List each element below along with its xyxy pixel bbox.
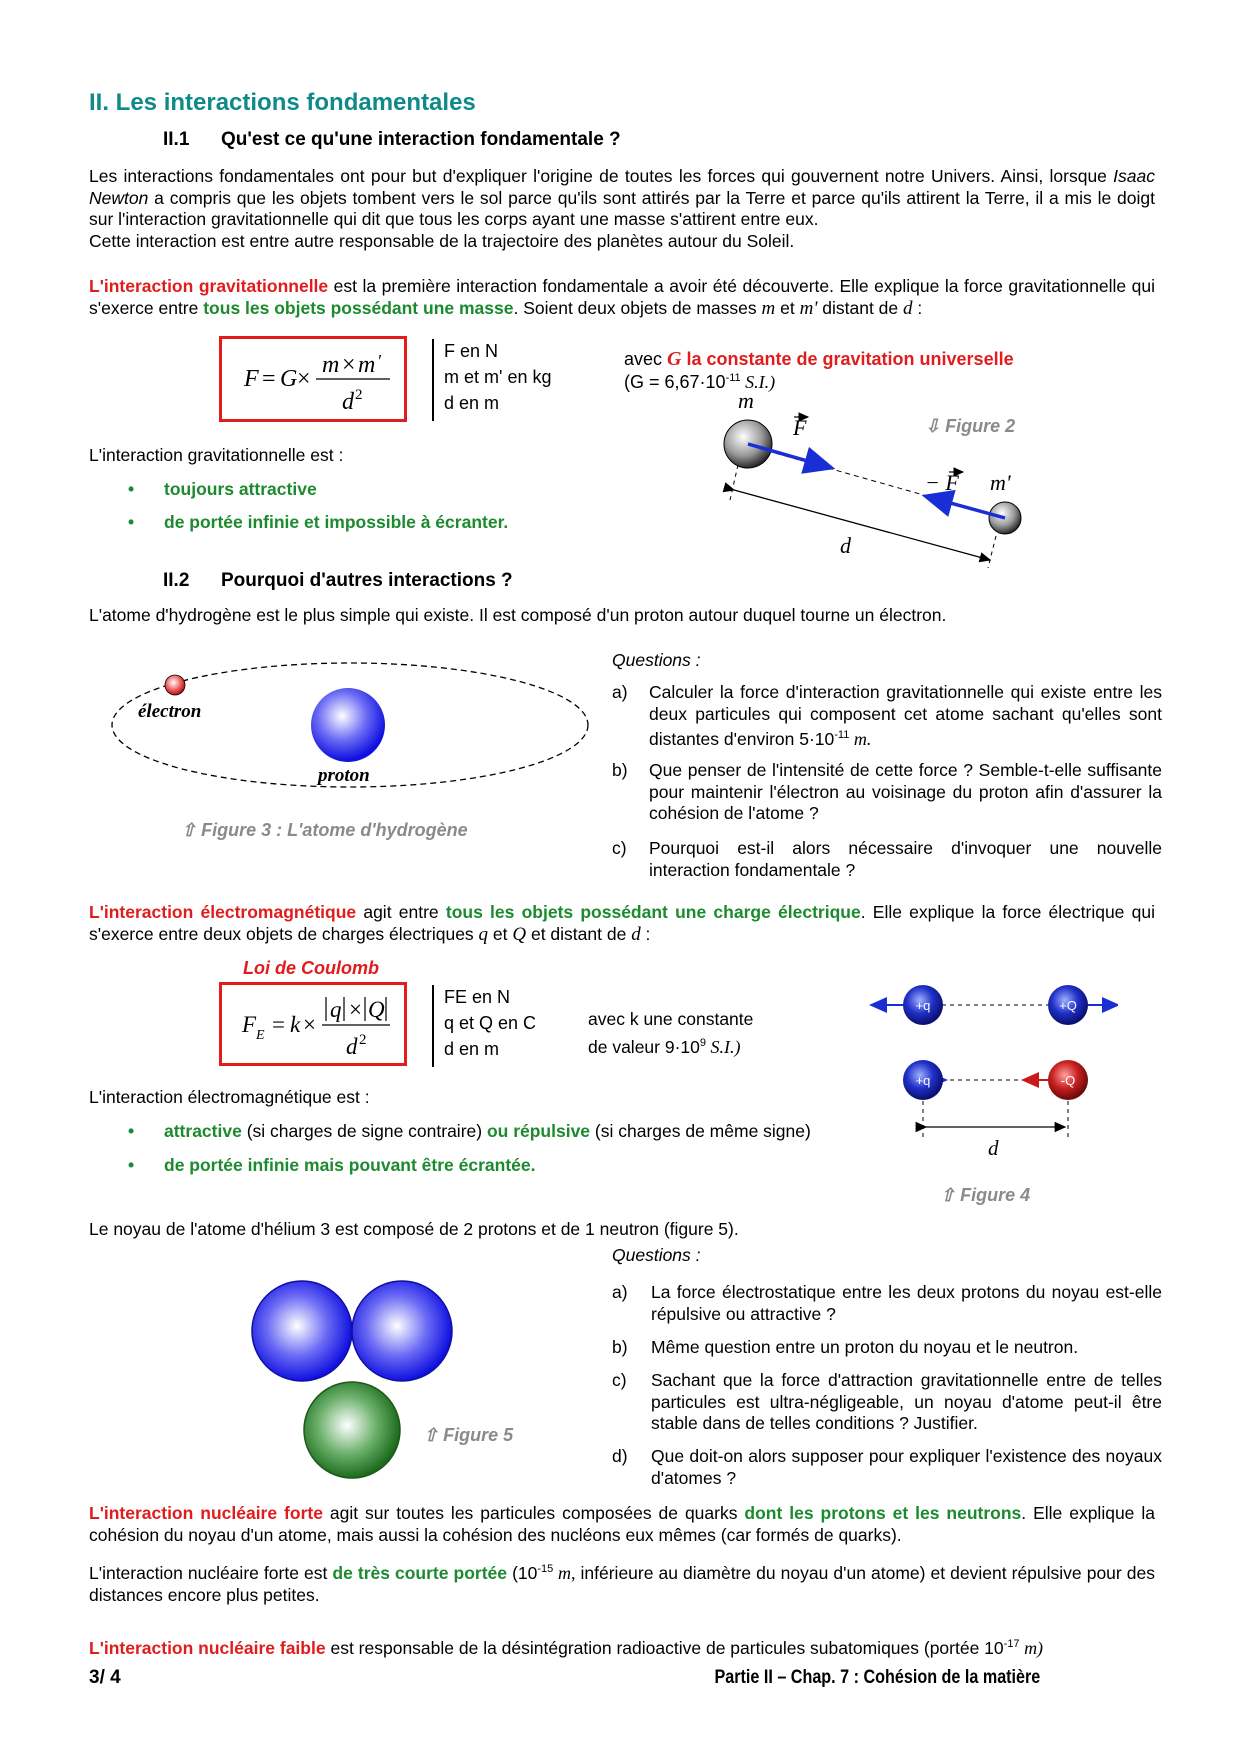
label-m: m — [738, 390, 754, 413]
distance-arrow — [734, 490, 990, 560]
em-units — [444, 984, 536, 1062]
proton-sphere-1 — [252, 1281, 352, 1381]
em-unit-distance: d en m — [444, 1039, 500, 1059]
gravity-constant-label: avec G la constante de gravitation universelle — [624, 348, 1014, 370]
svg-text:Q: Q — [368, 997, 385, 1022]
hydrogen-question-c: c) Pourquoi est-il alors nécessaire d'invoquer une nouvelle interaction fondamentale ? — [612, 838, 1162, 880]
svg-text:×: × — [303, 1012, 316, 1037]
helium-question-c: c) Sachant que la force d'attraction gravitationnelle entre de telles particules est ultra-négligeable, un noyau d'atome peut-il être stable dans de telles conditions ? Justifier. — [612, 1370, 1162, 1433]
svg-text:m: m — [358, 352, 376, 378]
figure-3-hydrogen-atom — [100, 655, 600, 815]
gravity-props-intro: L'interaction gravitationnelle est : — [89, 445, 344, 465]
label-F: F — [793, 415, 807, 440]
em-unit-charge: q et Q en C — [444, 1013, 537, 1033]
gravity-units-divider — [432, 339, 434, 421]
svg-text:E: E — [256, 1028, 265, 1043]
svg-text:q: q — [330, 997, 342, 1022]
helium-question-b: b) Même question entre un proton du noyau et le neutron. — [612, 1337, 1079, 1357]
svg-text:F: F — [244, 366, 259, 392]
em-paragraph: L'interaction électromagnétique agit entre tous les objets possédant une charge électrique. Elle explique la force électrique qui s'exerce entre deux objets de charges électriques q et Q et distant de d : — [89, 902, 1155, 945]
gravity-paragraph: L'interaction gravitationnelle est la première interaction fondamentale a avoir été découverte. Elle explique la force gravitationnelle qui s'exerce entre tous les objets possédant une masse. Soient deux objets de masses m et m' distant de d : — [89, 276, 1155, 319]
coulomb-law-title: Loi de Coulomb — [243, 958, 379, 978]
electron-sphere — [165, 675, 185, 695]
em-prop-1: • attractive (si charges de signe contraire) ou répulsive (si charges de même signe) — [128, 1121, 811, 1141]
em-units-divider — [432, 985, 434, 1067]
electron-label: électron — [138, 701, 202, 722]
k-constant: avec k une constante de valeur $9\cdot 10^9$ S.I.) — [588, 1009, 754, 1057]
helium-questions — [612, 1282, 1162, 1492]
figure-4-caption: ⇧ Figure 4 — [940, 1185, 1031, 1205]
gravity-prop-1: • toujours attractive — [128, 479, 317, 499]
strong-paragraph: L'interaction nucléaire forte agit sur toutes les particules composées de quarks dont les protons et les neutrons. Elle explique la cohésion du noyau d'un atome, mais aussi la cohésion des nucléons eux mêmes (car formés de quarks). — [89, 1503, 1155, 1545]
gravity-formula — [222, 339, 404, 419]
gravity-formula-box — [219, 336, 407, 422]
svg-text:F: F — [242, 1012, 257, 1037]
gravity-lead: L'interaction gravitationnelle — [89, 276, 329, 296]
charge-distance-label: d — [988, 1136, 999, 1160]
strong-lead: L'interaction nucléaire forte — [89, 1503, 323, 1523]
chapter-footer: Partie II – Chap. 7 : Cohésion de la matière — [714, 1667, 1040, 1688]
hydrogen-question-a: a) Calculer la force d'interaction gravitationnelle qui existe entre les deux particules qui composent cet atome sachant qu'elles sont distantes d'environ $5\cdot 10^{-11}$ m. — [612, 682, 1162, 749]
arrow-up-icon: ⇧ — [940, 1185, 961, 1205]
em-lead: L'interaction électromagnétique — [89, 902, 357, 922]
figure-5-helium-nucleus — [245, 1275, 460, 1485]
hydrogen-question-b: b) Que penser de l'intensité de cette force ? Semble-t-elle suffisante pour maintenir l'électron au voisinage du proton afin d'assurer la cohésion de l'atome ? — [612, 760, 1162, 823]
intro-paragraph: Les interactions fondamentales ont pour but d'expliquer l'origine de toutes les forces qui gouvernent notre Univers. Ainsi, lorsque Isaac Newton a compris que les objets tombent vers le sol parce qu'ils sont attirés par la Terre et parce qu'ils attirent la Terre, il a mis le doigt sur l'interaction gravitationnelle qui dit que tous les corps ayant une masse s'attirent entre eux. — [89, 166, 1155, 229]
arrow-up-icon: ⇧ — [181, 820, 202, 840]
charge-label-2: +Q — [1059, 998, 1077, 1013]
svg-text:×: × — [342, 352, 356, 378]
figure-2-caption: ⇩ Figure 2 — [925, 416, 1016, 436]
em-prop-2: • de portée infinie mais pouvant être écrantée. — [128, 1155, 536, 1175]
charge-label-4: -Q — [1060, 1073, 1076, 1088]
proton-sphere — [311, 688, 385, 762]
hydrogen-intro: L'atome d'hydrogène est le plus simple qui existe. Il est composé d'un proton autour duquel tourne un électron. — [89, 605, 947, 625]
label-d: d — [840, 533, 851, 558]
svg-text:k: k — [290, 1012, 301, 1037]
neutron-sphere — [304, 1382, 400, 1478]
page-number: 3/ 4 — [89, 1667, 121, 1688]
unit-force: F en N — [444, 341, 499, 361]
section-title: II. Les interactions fondamentales — [89, 89, 476, 116]
weak-lead: L'interaction nucléaire faible — [89, 1638, 326, 1658]
proton-label: proton — [318, 765, 370, 786]
svg-text:×: × — [297, 366, 311, 392]
hydrogen-questions-title: Questions : — [612, 650, 701, 670]
svg-text:2: 2 — [355, 387, 363, 403]
unit-distance: d en m — [444, 393, 500, 413]
gravity-units — [444, 338, 551, 416]
figure-4-charges-diagram — [868, 975, 1118, 1175]
helium-questions-title: Questions : — [612, 1245, 701, 1265]
strong-range-paragraph: L'interaction nucléaire forte est de très courte portée ($10^{-15}$ m, inférieure au diamètre du noyau d'un atome) et devient répulsive pour des distances encore plus petites. — [89, 1563, 1155, 1605]
subsection-1-heading — [163, 129, 621, 151]
coulomb-formula — [222, 985, 404, 1063]
svg-text:2: 2 — [359, 1032, 367, 1048]
svg-text:=: = — [262, 366, 276, 392]
svg-text:×: × — [349, 997, 362, 1022]
gravity-constant-value: ($G = 6,67\cdot 10^{-11}$ S.I.) — [624, 372, 776, 392]
svg-text:d: d — [346, 1034, 358, 1059]
label-m-prime: m' — [990, 470, 1011, 495]
svg-text:=: = — [272, 1012, 285, 1037]
weak-paragraph: L'interaction nucléaire faible est responsable de la désintégration radioactive de particules subatomiques (portée $10^{-17}$ m) — [89, 1638, 1044, 1658]
helium-intro: Le noyau de l'atome d'hélium 3 est composé de 2 protons et de 1 neutron (figure 5). — [89, 1219, 739, 1239]
intro-paragraph-2: Cette interaction est entre autre responsable de la trajectoire des planètes autour du Soleil. — [89, 231, 795, 251]
label-minus-F: − F — [925, 470, 959, 495]
figure-5-caption: ⇧ Figure 5 — [423, 1425, 514, 1445]
coulomb-formula-box — [219, 982, 407, 1066]
helium-question-a: a) La force électrostatique entre les deux protons du noyau est-elle répulsive ou attractive ? — [612, 1282, 1162, 1324]
gravity-prop-2: • de portée infinie et impossible à écranter. — [128, 512, 509, 532]
subsection-2-heading — [163, 570, 513, 592]
svg-text:m: m — [322, 352, 340, 378]
svg-text:G: G — [280, 366, 298, 392]
unit-mass: m et m' en kg — [444, 367, 552, 387]
subsection-1-title: Qu'est ce qu'une interaction fondamentale ? — [221, 129, 621, 150]
em-props-intro: L'interaction électromagnétique est : — [89, 1087, 370, 1107]
arrow-down-icon: ⇩ — [925, 416, 946, 436]
charge-label-3: +q — [915, 1073, 931, 1088]
hydrogen-questions — [612, 682, 1162, 882]
newton-name: Isaac Newton — [89, 166, 1155, 208]
subsection-2-title: Pourquoi d'autres interactions ? — [221, 570, 513, 591]
em-unit-force: FE en N — [444, 987, 511, 1007]
charge-label-1: +q — [915, 998, 931, 1013]
figure-3-caption: ⇧ Figure 3 : L'atome d'hydrogène — [181, 820, 468, 840]
proton-sphere-2 — [352, 1281, 452, 1381]
subsection-2-number: II.2 — [163, 570, 190, 591]
arrow-up-icon: ⇧ — [423, 1425, 444, 1445]
svg-text:': ' — [377, 351, 381, 371]
svg-text:d: d — [342, 389, 354, 415]
subsection-1-number: II.1 — [163, 129, 190, 150]
helium-question-d: d) Que doit-on alors supposer pour expliquer l'existence des noyaux d'atomes ? — [612, 1446, 1162, 1488]
